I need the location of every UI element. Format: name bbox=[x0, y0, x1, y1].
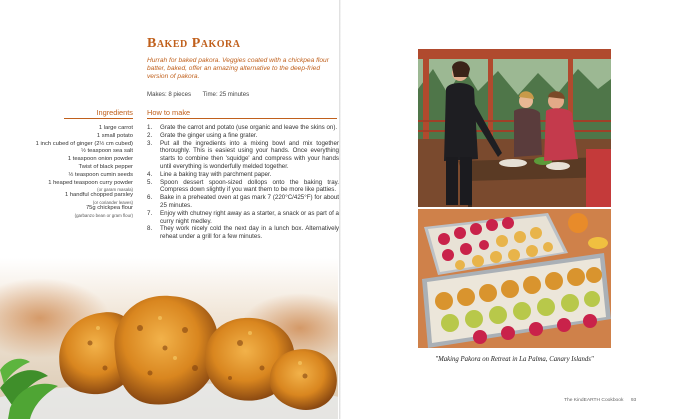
method-step: 1. Grate the carrot and potato (use organic and leave the skins on). bbox=[147, 124, 338, 131]
page-footer bbox=[558, 398, 636, 403]
book-title: The KindEARTH Cookbook bbox=[564, 398, 624, 403]
recipe-meta bbox=[147, 91, 259, 98]
method-rule bbox=[147, 118, 337, 119]
ingredient-item: ½ teaspoon cumin seeds bbox=[68, 171, 133, 178]
page-number: 93 bbox=[630, 398, 637, 403]
method-step: 2. Grate the ginger using a fine grater. bbox=[147, 131, 258, 139]
ingredients-list bbox=[14, 125, 133, 218]
ingredient-note: (garbanzo bean or gram flour) bbox=[74, 212, 133, 218]
pakora-food-photo bbox=[0, 258, 338, 419]
ingredient-item: 1 heaped teaspoon curry powder (or garam masala) bbox=[14, 180, 133, 193]
ingredient-item: ½ teaspoon sea salt bbox=[81, 148, 133, 155]
method-steps bbox=[147, 124, 339, 241]
ingredient-note: (or garam masala) bbox=[97, 187, 133, 193]
recipe-title: Baked Pakora bbox=[147, 36, 241, 51]
method-step: 5. Spoon dessert spoon-sized dollops onto the baking tray. Compress down slightly if you want them to be more like patties. bbox=[147, 178, 339, 194]
recipe-intro: Hurrah for baked pakora. Veggies coated with a chickpea flour batter, baked, offer an amazing alternative to the deep-fried version of pakora. bbox=[147, 57, 329, 81]
ingredient-item: 75g chickpea flour (garbanzo bean or gram flour) bbox=[14, 205, 133, 218]
method-step: 4. Line a baking tray with parchment paper. bbox=[147, 170, 272, 178]
ingredient-item: Twist of black pepper bbox=[78, 163, 133, 170]
ingredient-item: 1 teaspoon onion powder bbox=[67, 156, 133, 163]
ingredient-item: 1 large carrot bbox=[98, 125, 133, 131]
method-step: 3. Put all the ingredients into a mixing bowl and mix together thoroughly. This is easiest using your hands. Once everything starts to combine then 'squidge' and compress with your hands until everything is wonderfully melded together. bbox=[147, 139, 339, 170]
ingredients-heading: Ingredients bbox=[96, 108, 133, 117]
photo-caption: "Making Pakora on Retreat in La Palma, Canary Islands" bbox=[435, 356, 594, 363]
method-step: 8. They work nicely cold the next day in a lunch box. Alternatively reheat under a grill for a few minutes. bbox=[147, 225, 339, 241]
ingredient-item: 1 small potato bbox=[96, 132, 133, 139]
retreat-cooking-photo bbox=[418, 49, 611, 207]
method-step: 7. Enjoy with chutney right away as a starter, a snack or as part of a curry night medley. bbox=[147, 209, 339, 225]
ingredient-item: 1 handful chopped parsley (or coriander leaves) bbox=[14, 192, 133, 205]
ingredient-note: (or coriander leaves) bbox=[92, 200, 133, 206]
method-step: 6. Bake in a preheated oven at gas mark 7 (220°C/425°F) for about 25 minutes. bbox=[147, 194, 339, 209]
ingredients-rule bbox=[64, 118, 133, 119]
recipe-makes: Makes: 8 pieces bbox=[147, 91, 192, 98]
recipe-time: Time: 25 minutes bbox=[202, 91, 250, 98]
pakora-trays-photo bbox=[418, 209, 611, 348]
ingredient-item: 1 inch cubed of ginger (2½ cm cubed) bbox=[35, 140, 133, 147]
method-heading: How to make bbox=[147, 108, 191, 117]
